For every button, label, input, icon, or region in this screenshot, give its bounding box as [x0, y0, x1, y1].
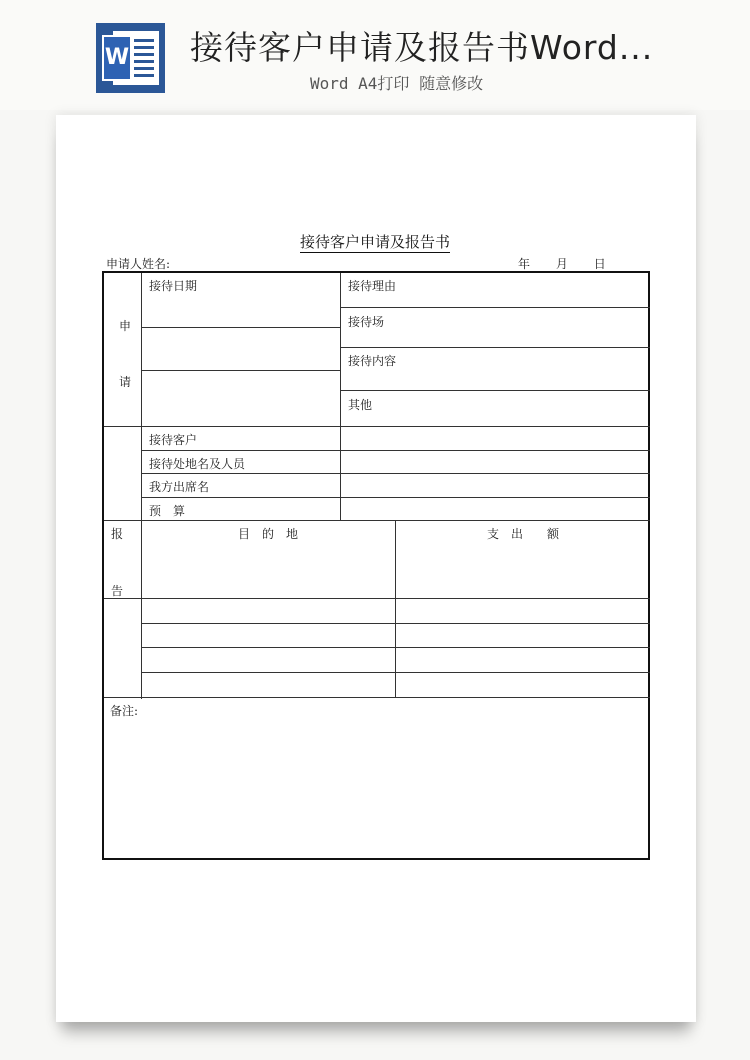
- field-other: 其他: [348, 398, 373, 412]
- field-budget: 预 算: [149, 504, 186, 518]
- header-banner: [0, 0, 750, 110]
- field-venue-and-staff: 接待处地名及人员: [149, 457, 246, 471]
- remarks-label: 备注:: [110, 704, 139, 718]
- page-title: 接待客户申请及报告书Word...: [190, 28, 654, 67]
- document-title: [0, 231, 750, 252]
- word-doc-icon: [96, 23, 165, 93]
- page-subtitle: Word A4打印 随意修改: [310, 74, 484, 93]
- apply-side-label-top: 申: [119, 319, 132, 333]
- day-label: 日: [593, 257, 606, 271]
- field-reception-reason: 接待理由: [348, 279, 397, 293]
- report-side-label-bottom: 告: [111, 584, 124, 598]
- month-label: 月: [555, 257, 568, 271]
- field-reception-venue: 接待场: [348, 315, 385, 329]
- apply-side-label-bottom: 请: [119, 375, 132, 389]
- report-side-label-top: 报: [111, 527, 124, 541]
- date-labels: [518, 255, 628, 272]
- year-label: 年: [518, 257, 531, 271]
- word-letter: W: [102, 35, 132, 81]
- application-form-table: [102, 271, 650, 860]
- field-client: 接待客户: [149, 433, 198, 447]
- col-destination: 目 的 地: [237, 527, 298, 541]
- field-our-attendees: 我方出席名: [149, 480, 210, 494]
- col-expense: 支 出 额: [486, 527, 559, 541]
- applicant-name-label: 申请人姓名:: [106, 257, 171, 271]
- field-reception-content: 接待内容: [348, 354, 397, 368]
- document-title-text: 接待客户申请及报告书: [299, 233, 450, 251]
- field-reception-date: 接待日期: [149, 279, 198, 293]
